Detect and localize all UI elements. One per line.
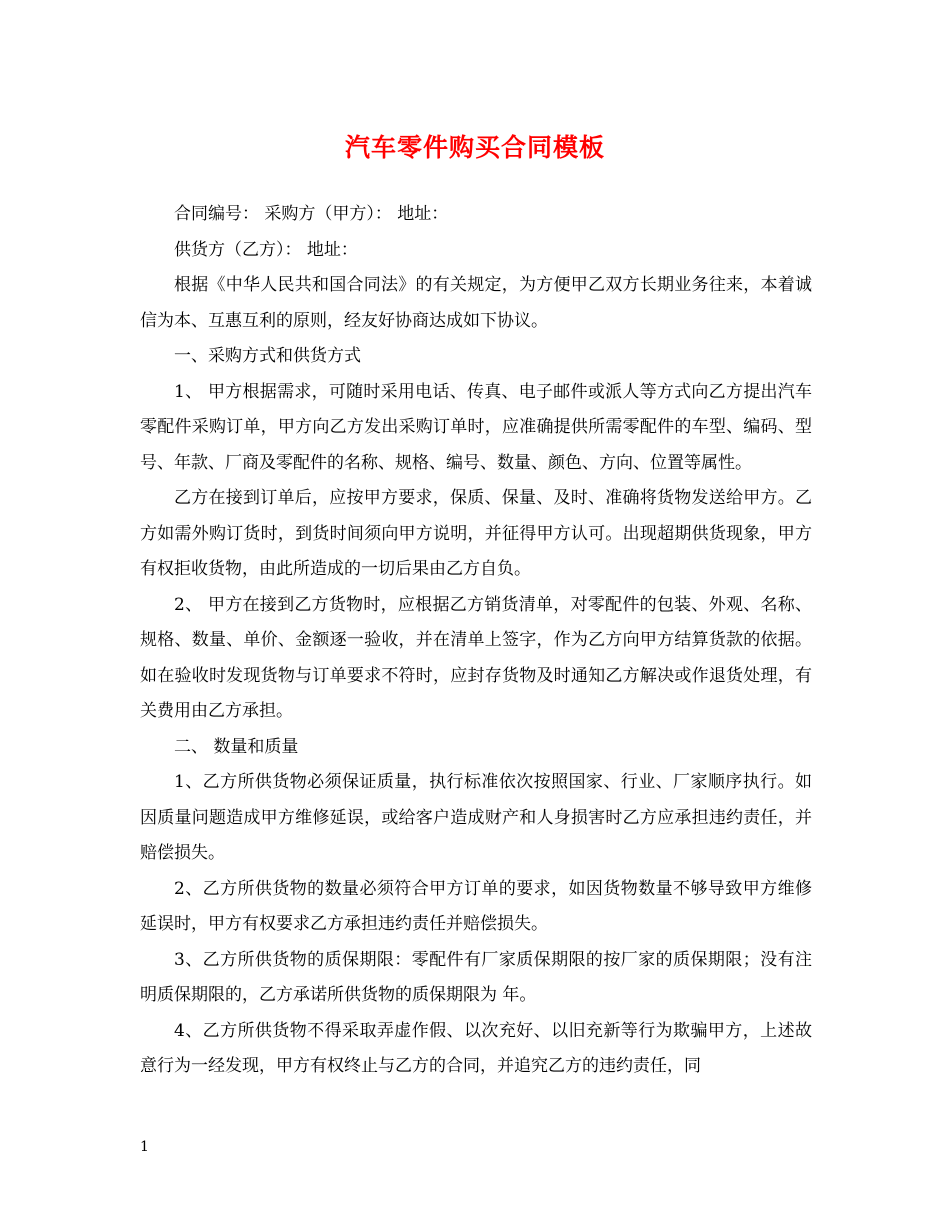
clause-2-2: 2、乙方所供货物的数量必须符合甲方订单的要求，如因货物数量不够导致甲方维修延误时，甲方有权要求乙方承担违约责任并赔偿损失。 bbox=[140, 878, 812, 934]
clause-1-1: 1、 甲方根据需求，可随时采用电话、传真、电子邮件或派人等方式向乙方提出汽车零配件采购订单，甲方向乙方发出采购订单时，应准确提供所需零配件的车型、编码、型号、年款、厂商及零配件的名称、规格、编号、数量、颜色、方向、位置等属性。 bbox=[140, 381, 812, 473]
clause-2-1: 1、乙方所供货物必须保证质量，执行标准依次按照国家、行业、厂家顺序执行。如因质量问题造成甲方维修延误，或给客户造成财产和人身损害时乙方应承担违约责任，并赔偿损失。 bbox=[140, 772, 812, 863]
preamble-paragraph: 根据《中华人民共和国合同法》的有关规定，为方便甲乙双方长期业务往来，本着诚信为本、互惠互利的原则，经友好协商达成如下协议。 bbox=[140, 275, 812, 331]
section-heading-quantity-quality: 二、 数量和质量 bbox=[174, 736, 299, 757]
clause-1-1-continued: 乙方在接到订单后，应按甲方要求，保质、保量、及时、准确将货物发送给甲方。乙方如需外购订货时，到货时间须向甲方说明，并征得甲方认可。出现超期供货现象，甲方有权拒收货物，由此所造成的一切后果由乙方自负。 bbox=[140, 488, 812, 579]
page-number: 1 bbox=[140, 1139, 149, 1155]
supplier-line: 供货方（乙方）： 地址： bbox=[174, 239, 358, 260]
clause-2-3: 3、乙方所供货物的质保期限：零配件有厂家质保期限的按厂家的质保期限；没有注明质保期限的，乙方承诺所供货物的质保期限为 年。 bbox=[140, 949, 812, 1005]
section-heading-purchase-method: 一、采购方式和供货方式 bbox=[174, 346, 361, 366]
clause-2-4: 4、乙方所供货物不得采取弄虚作假、以次充好、以旧充新等行为欺骗甲方，上述故意行为一经发现，甲方有权终止与乙方的合同，并追究乙方的违约责任，同 bbox=[140, 1020, 812, 1076]
clause-1-2: 2、 甲方在接到乙方货物时，应根据乙方销货清单，对零配件的包装、外观、名称、规格、数量、单价、金额逐一验收，并在清单上签字，作为乙方向甲方结算货款的依据。如在验收时发现货物与订单要求不符时，应封存货物及时通知乙方解决或作退货处理，有关费用由乙方承担。 bbox=[140, 594, 812, 721]
document-body bbox=[140, 197, 812, 1085]
contract-number-line: 合同编号： 采购方（甲方）： 地址： bbox=[174, 204, 449, 224]
document-title: 汽车零件购买合同模板 bbox=[344, 133, 605, 162]
